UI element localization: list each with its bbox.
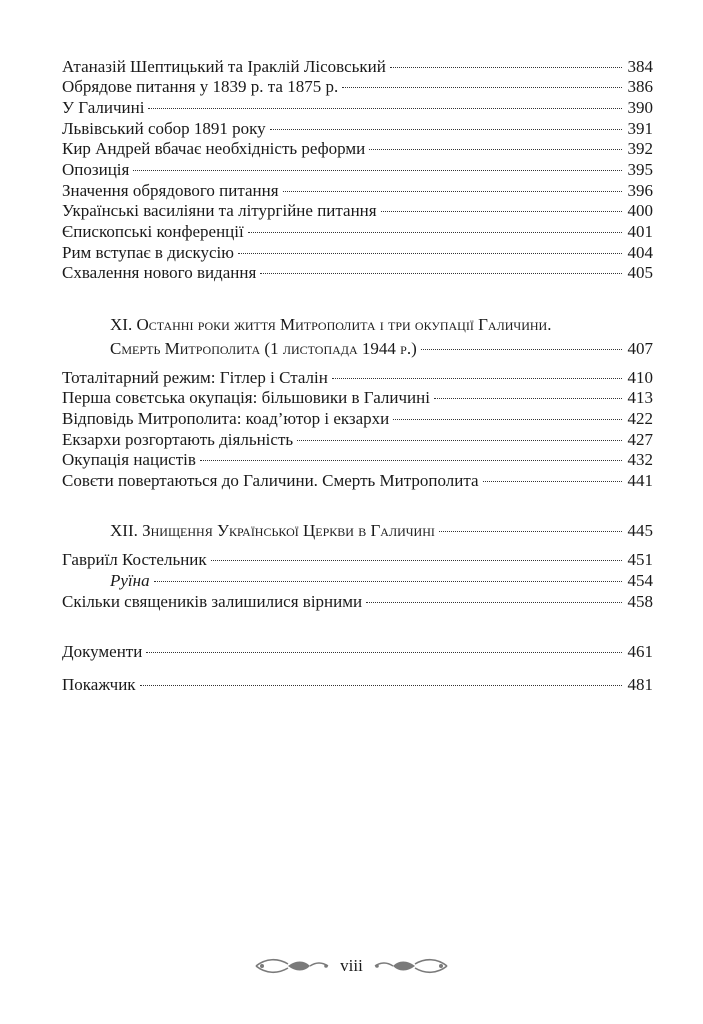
toc-entry-title: Відповідь Митрополита: коад’ютор і екзархи [62,409,390,428]
toc-entry-title: Львівський собор 1891 року [62,119,266,138]
dot-leader [421,349,622,350]
toc-entry-page: 410 [627,368,653,387]
toc-entry-title: Окупація нацистів [62,450,196,469]
toc-entry-title: Єпископські конференції [62,222,244,241]
toc-entry-title: Українські василіяни та літургійне питання [62,201,377,220]
toc-entry [62,470,653,492]
toc-entry-index [62,674,653,696]
dot-leader [332,378,622,379]
toc-entry-page: 386 [627,77,653,96]
toc-entry-documents [62,641,653,663]
dot-leader [154,581,622,582]
toc-entry-title: Схвалення нового видання [62,263,257,282]
dot-leader [283,191,622,192]
dot-leader [381,211,622,212]
toc-entry-title: Документи [62,642,143,661]
toc-entry [62,200,653,222]
toc-entry-title: Руїна [110,571,150,590]
toc-entry-title: Кир Андрей вбачає необхідність реформи [62,139,366,158]
toc-entry-title: Рим вступає в дискусію [62,243,234,262]
toc-entry [62,56,653,78]
toc-entry [62,76,653,98]
ornament-left-icon [252,954,332,978]
dot-leader [211,560,622,561]
toc-entry [62,387,653,409]
toc-entry [62,367,653,389]
toc-entry [62,429,653,451]
toc-entry-page: 458 [627,592,653,611]
toc-entry-page: 481 [627,675,653,694]
toc-entry-page: 391 [627,119,653,138]
toc-entry [62,449,653,471]
dot-leader [140,685,622,686]
toc-entry-title: Тоталітарний режим: Гітлер і Сталін [62,368,328,387]
toc-entry-page: 454 [627,571,653,590]
toc-entry-page: 401 [627,222,653,241]
toc-entry-page: 432 [627,450,653,469]
toc-entry [62,138,653,160]
toc-entry [62,118,653,140]
chapter-11-page: 407 [627,339,653,358]
dot-leader [248,232,622,233]
dot-leader [369,149,621,150]
chapter-12-page: 445 [627,521,653,540]
toc-entry-title: Опозиція [62,160,130,179]
dot-leader [434,398,622,399]
toc-entry-page: 461 [627,642,653,661]
dot-leader [439,531,622,532]
toc-entry [62,180,653,202]
chapter-12-entry [110,520,653,542]
toc-entry-page: 400 [627,201,653,220]
toc-entry-title: Атаназій Шептицький та Іраклій Лісовський [62,57,386,76]
toc-entry-page: 384 [627,57,653,76]
dot-leader [146,652,621,653]
toc-entry [62,97,653,119]
dot-leader [483,481,622,482]
toc-entry-title: Совєти повертаються до Галичини. Смерть Митрополита [62,471,479,490]
toc-entry [62,591,653,613]
toc-entry-title: Гавриїл Костельник [62,550,207,569]
toc-entry-title: У Галичині [62,98,145,117]
toc-entry-page: 392 [627,139,653,158]
toc-entry-page: 441 [627,471,653,490]
dot-leader [270,129,622,130]
toc-entry-page: 413 [627,388,653,407]
toc-entry-page: 404 [627,243,653,262]
dot-leader [366,602,621,603]
dot-leader [297,440,621,441]
page-footer [0,951,703,981]
chapter-12-heading: XII. Знищення Української Церкви в Галичині [110,521,435,540]
dot-leader [238,253,622,254]
toc-entry-title: Обрядове питання у 1839 р. та 1875 р. [62,77,339,96]
toc-entry-title: Скільки священиків залишилися вірними [62,592,363,611]
toc-entry [62,262,653,284]
toc-entry-page: 427 [627,430,653,449]
dot-leader [148,108,621,109]
toc-entry-title: Перша совєтська окупація: більшовики в Галичині [62,388,430,407]
toc-entry [62,408,653,430]
toc-entry-page: 451 [627,550,653,569]
toc-entry-page: 422 [627,409,653,428]
page-number: viii [340,956,363,975]
chapter-11-heading: XI. Останні роки життя Митрополита і три окупації Галичини. [110,315,552,334]
toc-entry [62,221,653,243]
toc-entry [110,570,653,592]
toc-entry-title: Покажчик [62,675,136,694]
chapter-11-heading-line2: Смерть Митрополита (1 листопада 1944 р.) [110,339,417,358]
chapter-11-entry [110,338,653,360]
ornament-right-icon [371,954,451,978]
dot-leader [393,419,621,420]
toc-entry-page: 405 [627,263,653,282]
dot-leader [133,170,621,171]
toc-entry-title: Значення обрядового питання [62,181,279,200]
dot-leader [260,273,621,274]
toc-entry-page: 395 [627,160,653,179]
toc-entry-page: 390 [627,98,653,117]
toc-entry-title: Екзархи розгортають діяльність [62,430,294,449]
dot-leader [342,87,621,88]
toc-entry-page: 396 [627,181,653,200]
dot-leader [200,460,622,461]
toc-entry [62,242,653,264]
dot-leader [390,67,622,68]
toc-entry [62,549,653,571]
toc-entry [62,159,653,181]
